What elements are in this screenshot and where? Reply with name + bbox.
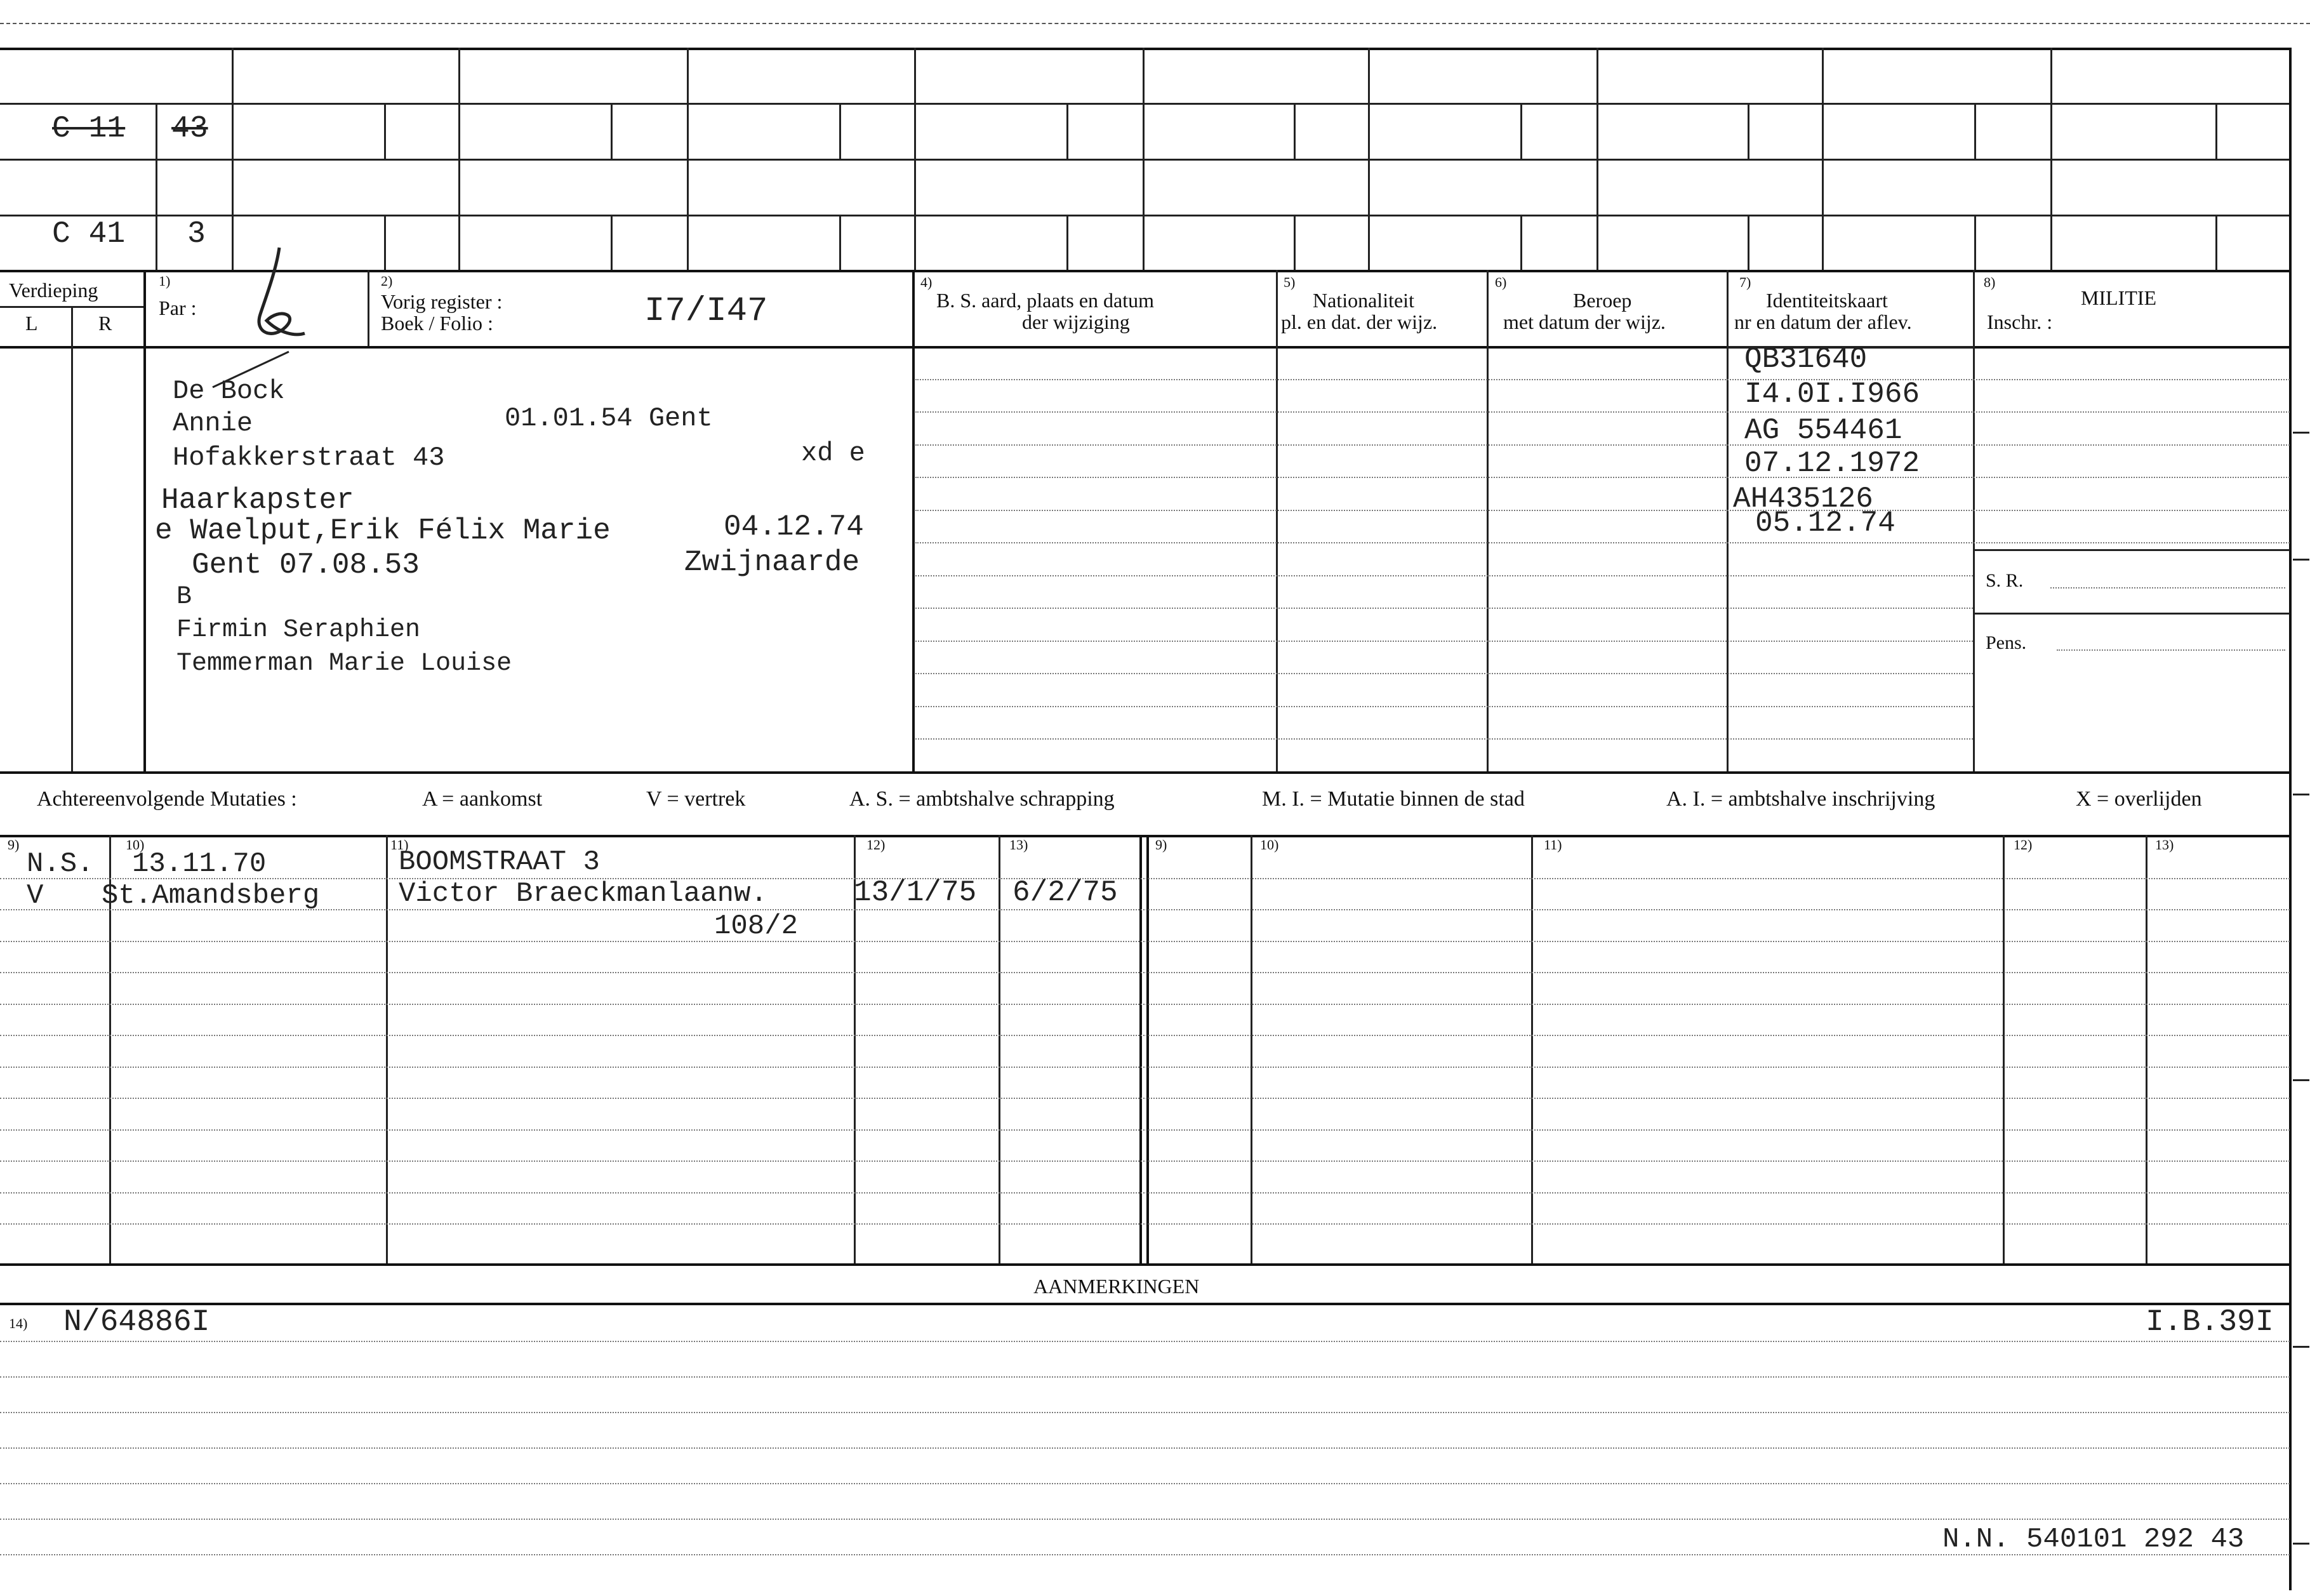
person-birth: 01.01.54 Gent: [505, 403, 713, 434]
field6-label: Beroep: [1573, 289, 1632, 312]
field4-num: 4): [920, 274, 933, 290]
mutation-date: 13.11.70: [132, 848, 267, 880]
mutation-col-12: 12): [866, 837, 886, 853]
legend-v: V = vertrek: [646, 787, 746, 811]
remarks-reference: N/64886I: [63, 1305, 210, 1340]
mutation-col-9: 9): [8, 837, 20, 853]
person-surname: De Bock: [173, 376, 285, 406]
sr-label: S. R.: [1986, 570, 2024, 591]
field8-num: 8): [1984, 274, 1996, 290]
old-number: 43: [171, 112, 208, 146]
legend-as: A. S. = ambtshalve schrapping: [849, 787, 1115, 811]
mutation-col-10: 10): [126, 837, 145, 853]
mutation-date1: 13/1/75: [854, 876, 977, 909]
person-marriage-place: Zwijnaarde: [684, 546, 860, 579]
person-profession: Haarkapster: [161, 484, 354, 517]
mutation-col-12b: 12): [2014, 837, 2033, 853]
field2-num: 2): [381, 273, 393, 289]
mutation-col-13b: 13): [2155, 837, 2174, 853]
id-card-number-3: AH435126: [1733, 482, 1873, 515]
mutation-date2: 6/2/75: [1012, 876, 1118, 909]
field5-label: Nationaliteit: [1313, 289, 1414, 312]
person-spouse: e Waelput,Erik Félix Marie: [155, 514, 611, 547]
verdieping-label: Verdieping: [9, 279, 98, 302]
mutation-type: N.S.: [27, 848, 94, 880]
person-marriage-date: 04.12.74: [724, 510, 864, 543]
legend-mi: M. I. = Mutatie binnen de stad: [1262, 787, 1525, 811]
person-spouse-birth: Gent 07.08.53: [192, 549, 420, 582]
id-card-number-2: AG 554461: [1744, 414, 1902, 447]
field6-label2: met datum der wijz.: [1503, 310, 1666, 333]
legend-title: Achtereenvolgende Mutaties :: [37, 787, 297, 811]
mutation-col-10b: 10): [1260, 837, 1279, 853]
old-code: C 11: [52, 112, 126, 146]
verdieping-right: R: [98, 312, 112, 335]
id-card-date-3: 05.12.74: [1755, 507, 1895, 540]
person-father: Firmin Seraphien: [176, 616, 421, 644]
id-card-date-2: 07.12.1972: [1744, 447, 1920, 480]
mutation-address-continuation: 108/2: [714, 910, 799, 942]
field7-label2: nr en datum der aflev.: [1734, 310, 1912, 333]
field1-num: 1): [159, 273, 171, 289]
person-address: Hofakkerstraat 43: [173, 442, 445, 473]
militie-label: MILITIE: [2081, 286, 2157, 309]
mutation-place: St.Amandsberg: [102, 880, 320, 912]
verdieping-left: L: [25, 312, 38, 335]
code-number: 3: [187, 217, 206, 251]
remarks-title: AANMERKINGEN: [1033, 1275, 1200, 1298]
mutation-col-11b: 11): [1544, 837, 1562, 853]
field4-label: B. S. aard, plaats en datum: [936, 289, 1155, 312]
person-firstname: Annie: [173, 408, 253, 439]
id-card-number-1: QB31640: [1744, 343, 1868, 376]
inschr-label: Inschr. :: [1987, 310, 2053, 333]
mutation-col-13: 13): [1009, 837, 1028, 853]
remarks-national-number: N.N. 540101 292 43: [1942, 1524, 2245, 1555]
pens-label: Pens.: [1986, 632, 2027, 653]
surname-correction-stroke: [209, 348, 292, 392]
field5-num: 5): [1284, 274, 1296, 290]
field7-label: Identiteitskaart: [1766, 289, 1888, 312]
remarks-num: 14): [9, 1315, 28, 1331]
legend-x: X = overlijden: [2076, 787, 2202, 811]
remarks-ib: I.B.39I: [2146, 1305, 2274, 1340]
mutation-address: Victor Braeckmanlaanw.: [399, 878, 767, 910]
person-status: xd e: [801, 438, 865, 469]
par-signature: [241, 244, 311, 346]
id-card-date-1: I4.0I.I966: [1744, 378, 1920, 411]
mutation-col-9b: 9): [1155, 837, 1167, 853]
mutation-address: BOOMSTRAAT 3: [399, 846, 600, 878]
person-mother: Temmerman Marie Louise: [176, 649, 512, 678]
field2-boek-label: Boek / Folio :: [381, 312, 493, 335]
legend-a: A = aankomst: [422, 787, 543, 811]
person-b: B: [176, 583, 192, 611]
field5-label2: pl. en dat. der wijz.: [1281, 310, 1438, 333]
field7-num: 7): [1739, 274, 1751, 290]
field4-label2: der wijziging: [1022, 310, 1130, 333]
mutation-type: V: [27, 880, 44, 912]
field2-register-label: Vorig register :: [381, 290, 503, 313]
field2-value: I7/I47: [644, 292, 768, 331]
mutation-col-11: 11): [390, 837, 409, 853]
field1-label: Par :: [159, 296, 197, 319]
field6-num: 6): [1495, 274, 1507, 290]
code: C 41: [52, 217, 126, 251]
legend-ai: A. I. = ambtshalve inschrijving: [1666, 787, 1935, 811]
